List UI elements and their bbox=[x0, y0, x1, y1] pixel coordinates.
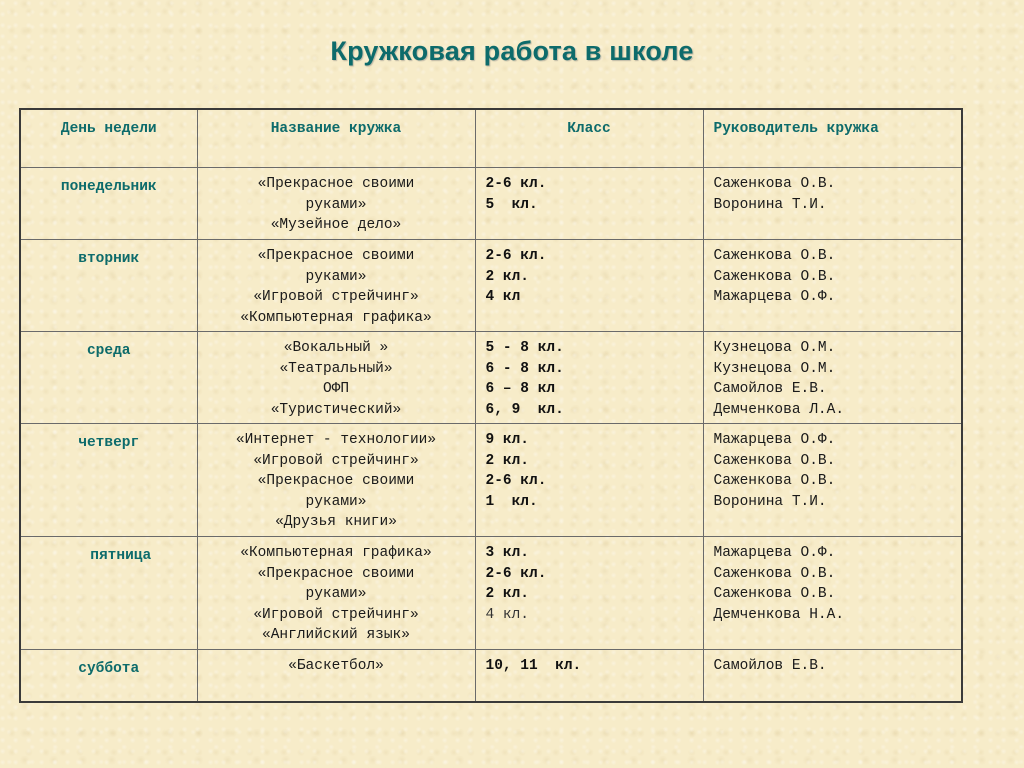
manager-name: Демченкова Л.А. bbox=[713, 401, 845, 418]
grade-value: 3 кл. bbox=[485, 545, 530, 561]
managers-cell bbox=[703, 650, 962, 702]
table-row bbox=[20, 650, 962, 702]
grade-value: 4 кл. bbox=[485, 606, 530, 623]
grade-value: 6 - 8 кл. bbox=[485, 360, 564, 377]
manager-name: Саженкова О.В. bbox=[713, 268, 836, 285]
grades-cell bbox=[475, 240, 703, 332]
table-row bbox=[20, 168, 962, 240]
club-name: «Английский язык» bbox=[262, 627, 410, 643]
grades-cell bbox=[475, 424, 703, 537]
manager-name: Мажарцева О.Ф. bbox=[713, 289, 836, 305]
manager-name: Саженкова О.В. bbox=[713, 565, 836, 582]
grade-value: 5 - 8 кл. bbox=[485, 340, 564, 356]
grades-cell bbox=[475, 168, 703, 240]
grades-cell bbox=[475, 537, 703, 650]
header-club: Название кружка bbox=[197, 109, 475, 168]
clubs-cell bbox=[197, 424, 475, 537]
table-row bbox=[20, 240, 962, 332]
clubs-cell bbox=[197, 168, 475, 240]
grade-value: 2 кл. bbox=[485, 586, 530, 602]
grade-value: 2-6 кл. bbox=[485, 248, 547, 264]
header-day: День недели bbox=[20, 109, 197, 168]
grade-value: 1 кл. bbox=[485, 493, 538, 510]
club-name: «Прекрасное своими bbox=[257, 565, 415, 582]
club-name: «Прекрасное своими bbox=[257, 176, 415, 192]
manager-name: Демченкова Н.А. bbox=[713, 606, 845, 623]
grade-value: 2-6 кл. bbox=[485, 473, 547, 489]
manager-name: Саженкова О.В. bbox=[713, 452, 836, 469]
club-name: руками» bbox=[305, 586, 367, 602]
grade-value: 2 кл. bbox=[485, 268, 530, 285]
club-name: «Театральный» bbox=[279, 360, 393, 377]
managers-cell bbox=[703, 424, 962, 537]
club-name: руками» bbox=[305, 493, 367, 510]
club-name: «Баскетбол» bbox=[288, 658, 384, 674]
day-monday: понедельник bbox=[20, 168, 197, 240]
club-name: «Прекрасное своими bbox=[257, 473, 415, 489]
table-header-row bbox=[20, 109, 962, 168]
manager-name: Самойлов Е.В. bbox=[713, 381, 827, 397]
grades-cell bbox=[475, 332, 703, 424]
managers-cell bbox=[703, 168, 962, 240]
club-name: руками» bbox=[305, 196, 367, 213]
table-row bbox=[20, 537, 962, 650]
club-name: «Игровой стрейчинг» bbox=[253, 452, 419, 469]
managers-cell bbox=[703, 332, 962, 424]
clubs-cell bbox=[197, 537, 475, 650]
club-name: «Вокальный » bbox=[283, 340, 389, 356]
club-name: ОФП bbox=[322, 381, 350, 397]
club-name: «Туристический» bbox=[270, 401, 402, 418]
day-thursday: четверг bbox=[20, 424, 197, 537]
grade-value: 6 – 8 кл bbox=[485, 381, 556, 397]
manager-name: Саженкова О.В. bbox=[713, 176, 836, 192]
club-name: руками» bbox=[305, 268, 367, 285]
club-name: «Интернет - технологии» bbox=[235, 432, 437, 448]
grade-value: 5 кл. bbox=[485, 196, 538, 213]
club-name: «Игровой стрейчинг» bbox=[253, 289, 419, 305]
club-name: «Игровой стрейчинг» bbox=[253, 606, 419, 623]
manager-name: Кузнецова О.М. bbox=[713, 360, 836, 377]
clubs-cell bbox=[197, 332, 475, 424]
manager-name: Мажарцева О.Ф. bbox=[713, 545, 836, 561]
table-row bbox=[20, 424, 962, 537]
grade-value: 4 кл bbox=[485, 289, 521, 305]
clubs-cell bbox=[197, 650, 475, 702]
manager-name: Воронина Т.И. bbox=[713, 196, 827, 213]
manager-name: Воронина Т.И. bbox=[713, 493, 827, 510]
manager-name: Саженкова О.В. bbox=[713, 586, 836, 602]
managers-cell bbox=[703, 537, 962, 650]
day-tuesday: вторник bbox=[20, 240, 197, 332]
club-name: «Компьютерная графика» bbox=[240, 309, 432, 326]
manager-name: Кузнецова О.М. bbox=[713, 340, 836, 356]
page-title: Кружковая работа в школе bbox=[330, 36, 694, 66]
club-name: «Друзья книги» bbox=[275, 514, 397, 530]
managers-cell bbox=[703, 240, 962, 332]
club-schedule-table bbox=[19, 108, 963, 703]
manager-name: Саженкова О.В. bbox=[713, 248, 836, 264]
grade-value: 10, 11 кл. bbox=[485, 658, 582, 674]
grades-cell bbox=[475, 650, 703, 702]
club-name: «Музейное дело» bbox=[270, 217, 402, 233]
day-friday: пятница bbox=[20, 537, 197, 650]
header-manager: Руководитель кружка bbox=[703, 109, 962, 168]
club-name: «Прекрасное своими bbox=[257, 248, 415, 264]
grade-value: 9 кл. bbox=[485, 432, 530, 448]
manager-name: Саженкова О.В. bbox=[713, 473, 836, 489]
grade-value: 2-6 кл. bbox=[485, 565, 547, 582]
manager-name: Мажарцева О.Ф. bbox=[713, 432, 836, 448]
grade-value: 2 кл. bbox=[485, 452, 530, 469]
header-grade: Класс bbox=[475, 109, 703, 168]
club-name: «Компьютерная графика» bbox=[240, 545, 432, 561]
table-row bbox=[20, 332, 962, 424]
grade-value: 2-6 кл. bbox=[485, 176, 547, 192]
grade-value: 6, 9 кл. bbox=[485, 401, 564, 418]
clubs-cell bbox=[197, 240, 475, 332]
manager-name: Самойлов Е.В. bbox=[713, 658, 827, 674]
day-saturday: суббота bbox=[20, 650, 197, 702]
day-wednesday: среда bbox=[20, 332, 197, 424]
